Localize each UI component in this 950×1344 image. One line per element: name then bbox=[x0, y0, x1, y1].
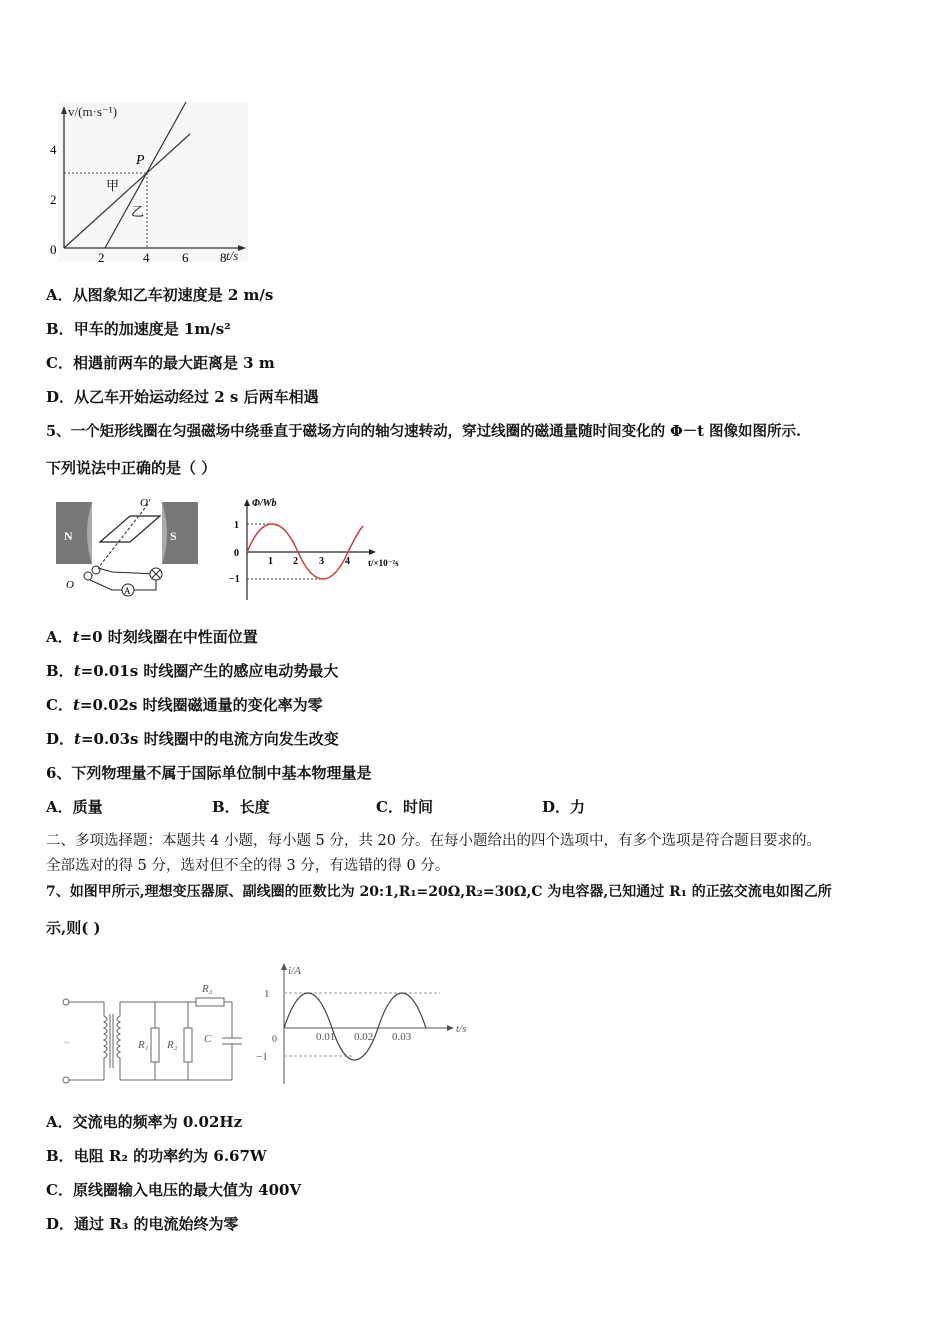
generator-figure bbox=[52, 494, 202, 600]
vt-ylabel: v/(m·s⁻¹) bbox=[68, 104, 118, 119]
q7-option-c: C．原线圈输入电压的最大值为 400V bbox=[46, 1181, 302, 1199]
label-o-bottom: O bbox=[66, 579, 74, 591]
vt-ytick: 4 bbox=[50, 142, 57, 157]
i-xtick: 0.01 bbox=[316, 1031, 336, 1043]
current-graph bbox=[254, 960, 476, 1088]
flux-ytick: 0 bbox=[234, 548, 239, 559]
vt-xtick: 4 bbox=[143, 250, 150, 265]
flux-ytick: 1 bbox=[234, 520, 239, 531]
flux-graph bbox=[220, 494, 420, 604]
label-r3: R₃ bbox=[202, 983, 213, 995]
i-xlabel: t/s bbox=[456, 1023, 467, 1035]
i-xtick: 0.03 bbox=[392, 1031, 412, 1043]
q4-option-b: B．甲车的加速度是 1m/s² bbox=[46, 320, 231, 338]
flux-xtick: 2 bbox=[293, 556, 298, 567]
i-xtick: 0.02 bbox=[354, 1031, 374, 1043]
q6-option-c: C．时间 bbox=[376, 798, 433, 816]
flux-ytick: −1 bbox=[229, 574, 240, 585]
flux-xlabel: t/×10⁻²s bbox=[368, 558, 399, 568]
label-s: S bbox=[170, 529, 177, 543]
q6-stem: 6、下列物理量不属于国际单位制中基本物理量是 bbox=[46, 764, 372, 782]
coil bbox=[100, 516, 160, 542]
flux-ylabel: Φ/Wb bbox=[252, 498, 277, 509]
vt-xtick: 8 bbox=[220, 250, 227, 265]
section2-line1: 二、多项选择题：本题共 4 小题，每小题 5 分，共 20 分。在每小题给出的四个选项中，有多个选项是符合题目要求的。 bbox=[46, 833, 822, 849]
q6-option-a: A．质量 bbox=[46, 798, 103, 816]
flux-xtick: 3 bbox=[319, 556, 324, 567]
flux-xtick: 4 bbox=[345, 556, 350, 567]
label-r1: R₁ bbox=[138, 1039, 149, 1051]
transformer-circuit bbox=[56, 976, 246, 1086]
q6-option-b: B．长度 bbox=[212, 798, 270, 816]
q7-stem-line1: 7、如图甲所示,理想变压器原、副线圈的匝数比为 20:1,R₁=20Ω,R₂=30Ω,C 为电容器,已知通过 R₁ 的正弦交流电如图乙所 bbox=[46, 884, 832, 900]
q4-option-c: C．相遇前两车的最大距离是 3 m bbox=[46, 354, 275, 372]
q5-option-d: D．t=0.03s 时线圈中的电流方向发生改变 bbox=[46, 730, 339, 748]
i-ytick: −1 bbox=[256, 1051, 268, 1063]
vt-xtick: 6 bbox=[182, 250, 189, 265]
q4-option-d: D．从乙车开始运动经过 2 s 后两车相遇 bbox=[46, 388, 319, 406]
magnet-n bbox=[56, 502, 92, 564]
q7-option-d: D．通过 R₃ 的电流始终为零 bbox=[46, 1215, 239, 1233]
vt-xtick: 2 bbox=[98, 250, 105, 265]
magnet-s bbox=[162, 502, 198, 564]
label-n: N bbox=[64, 529, 73, 543]
resistor-r3 bbox=[196, 998, 224, 1006]
q5-stem-line2: 下列说法中正确的是（ ） bbox=[46, 459, 217, 477]
label-r2: R₂ bbox=[167, 1039, 178, 1051]
vt-xlabel: t/s bbox=[226, 248, 239, 263]
resistor-r2 bbox=[184, 1028, 192, 1062]
current-curve bbox=[284, 993, 426, 1060]
vt-ytick: 0 bbox=[50, 242, 57, 257]
q7-option-b: B．电阻 R₂ 的功率约为 6.67W bbox=[46, 1147, 267, 1165]
vt-graph bbox=[46, 98, 256, 268]
label-c: C bbox=[204, 1033, 212, 1045]
svg-text:A: A bbox=[124, 586, 131, 596]
point-p-label: P bbox=[136, 153, 145, 168]
section2-line2: 全部选对的得 5 分，选对但不全的得 3 分，有选错的得 0 分。 bbox=[46, 858, 450, 874]
q4-option-a: A．从图象知乙车初速度是 2 m/s bbox=[46, 286, 274, 304]
i-ytick: 0 bbox=[272, 1034, 277, 1045]
input-symbol: ~ bbox=[64, 1038, 70, 1049]
q5-option-c: C．t=0.02s 时线圈磁通量的变化率为零 bbox=[46, 696, 323, 714]
label-yi: 乙 bbox=[131, 204, 145, 219]
q5-option-a: A．t=0 时刻线圈在中性面位置 bbox=[46, 628, 258, 646]
resistor-r1 bbox=[151, 1028, 159, 1062]
q7-stem-line2: 示,则( ) bbox=[46, 919, 101, 937]
q6-option-d: D．力 bbox=[542, 798, 586, 816]
i-ylabel: i/A bbox=[288, 965, 301, 977]
vt-ytick: 2 bbox=[50, 192, 57, 207]
i-ytick: 1 bbox=[264, 988, 270, 1000]
q7-option-a: A．交流电的频率为 0.02Hz bbox=[46, 1113, 243, 1131]
label-jia: 甲 bbox=[106, 178, 120, 193]
q5-option-b: B．t=0.01s 时线圈产生的感应电动势最大 bbox=[46, 662, 339, 680]
flux-xtick: 1 bbox=[268, 556, 273, 567]
q5-stem-line1: 5、一个矩形线圈在匀强磁场中绕垂直于磁场方向的轴匀速转动，穿过线圈的磁通量随时间变化的 Φ－t 图像如图所示. bbox=[46, 423, 802, 440]
label-o-top: O′ bbox=[140, 497, 151, 509]
